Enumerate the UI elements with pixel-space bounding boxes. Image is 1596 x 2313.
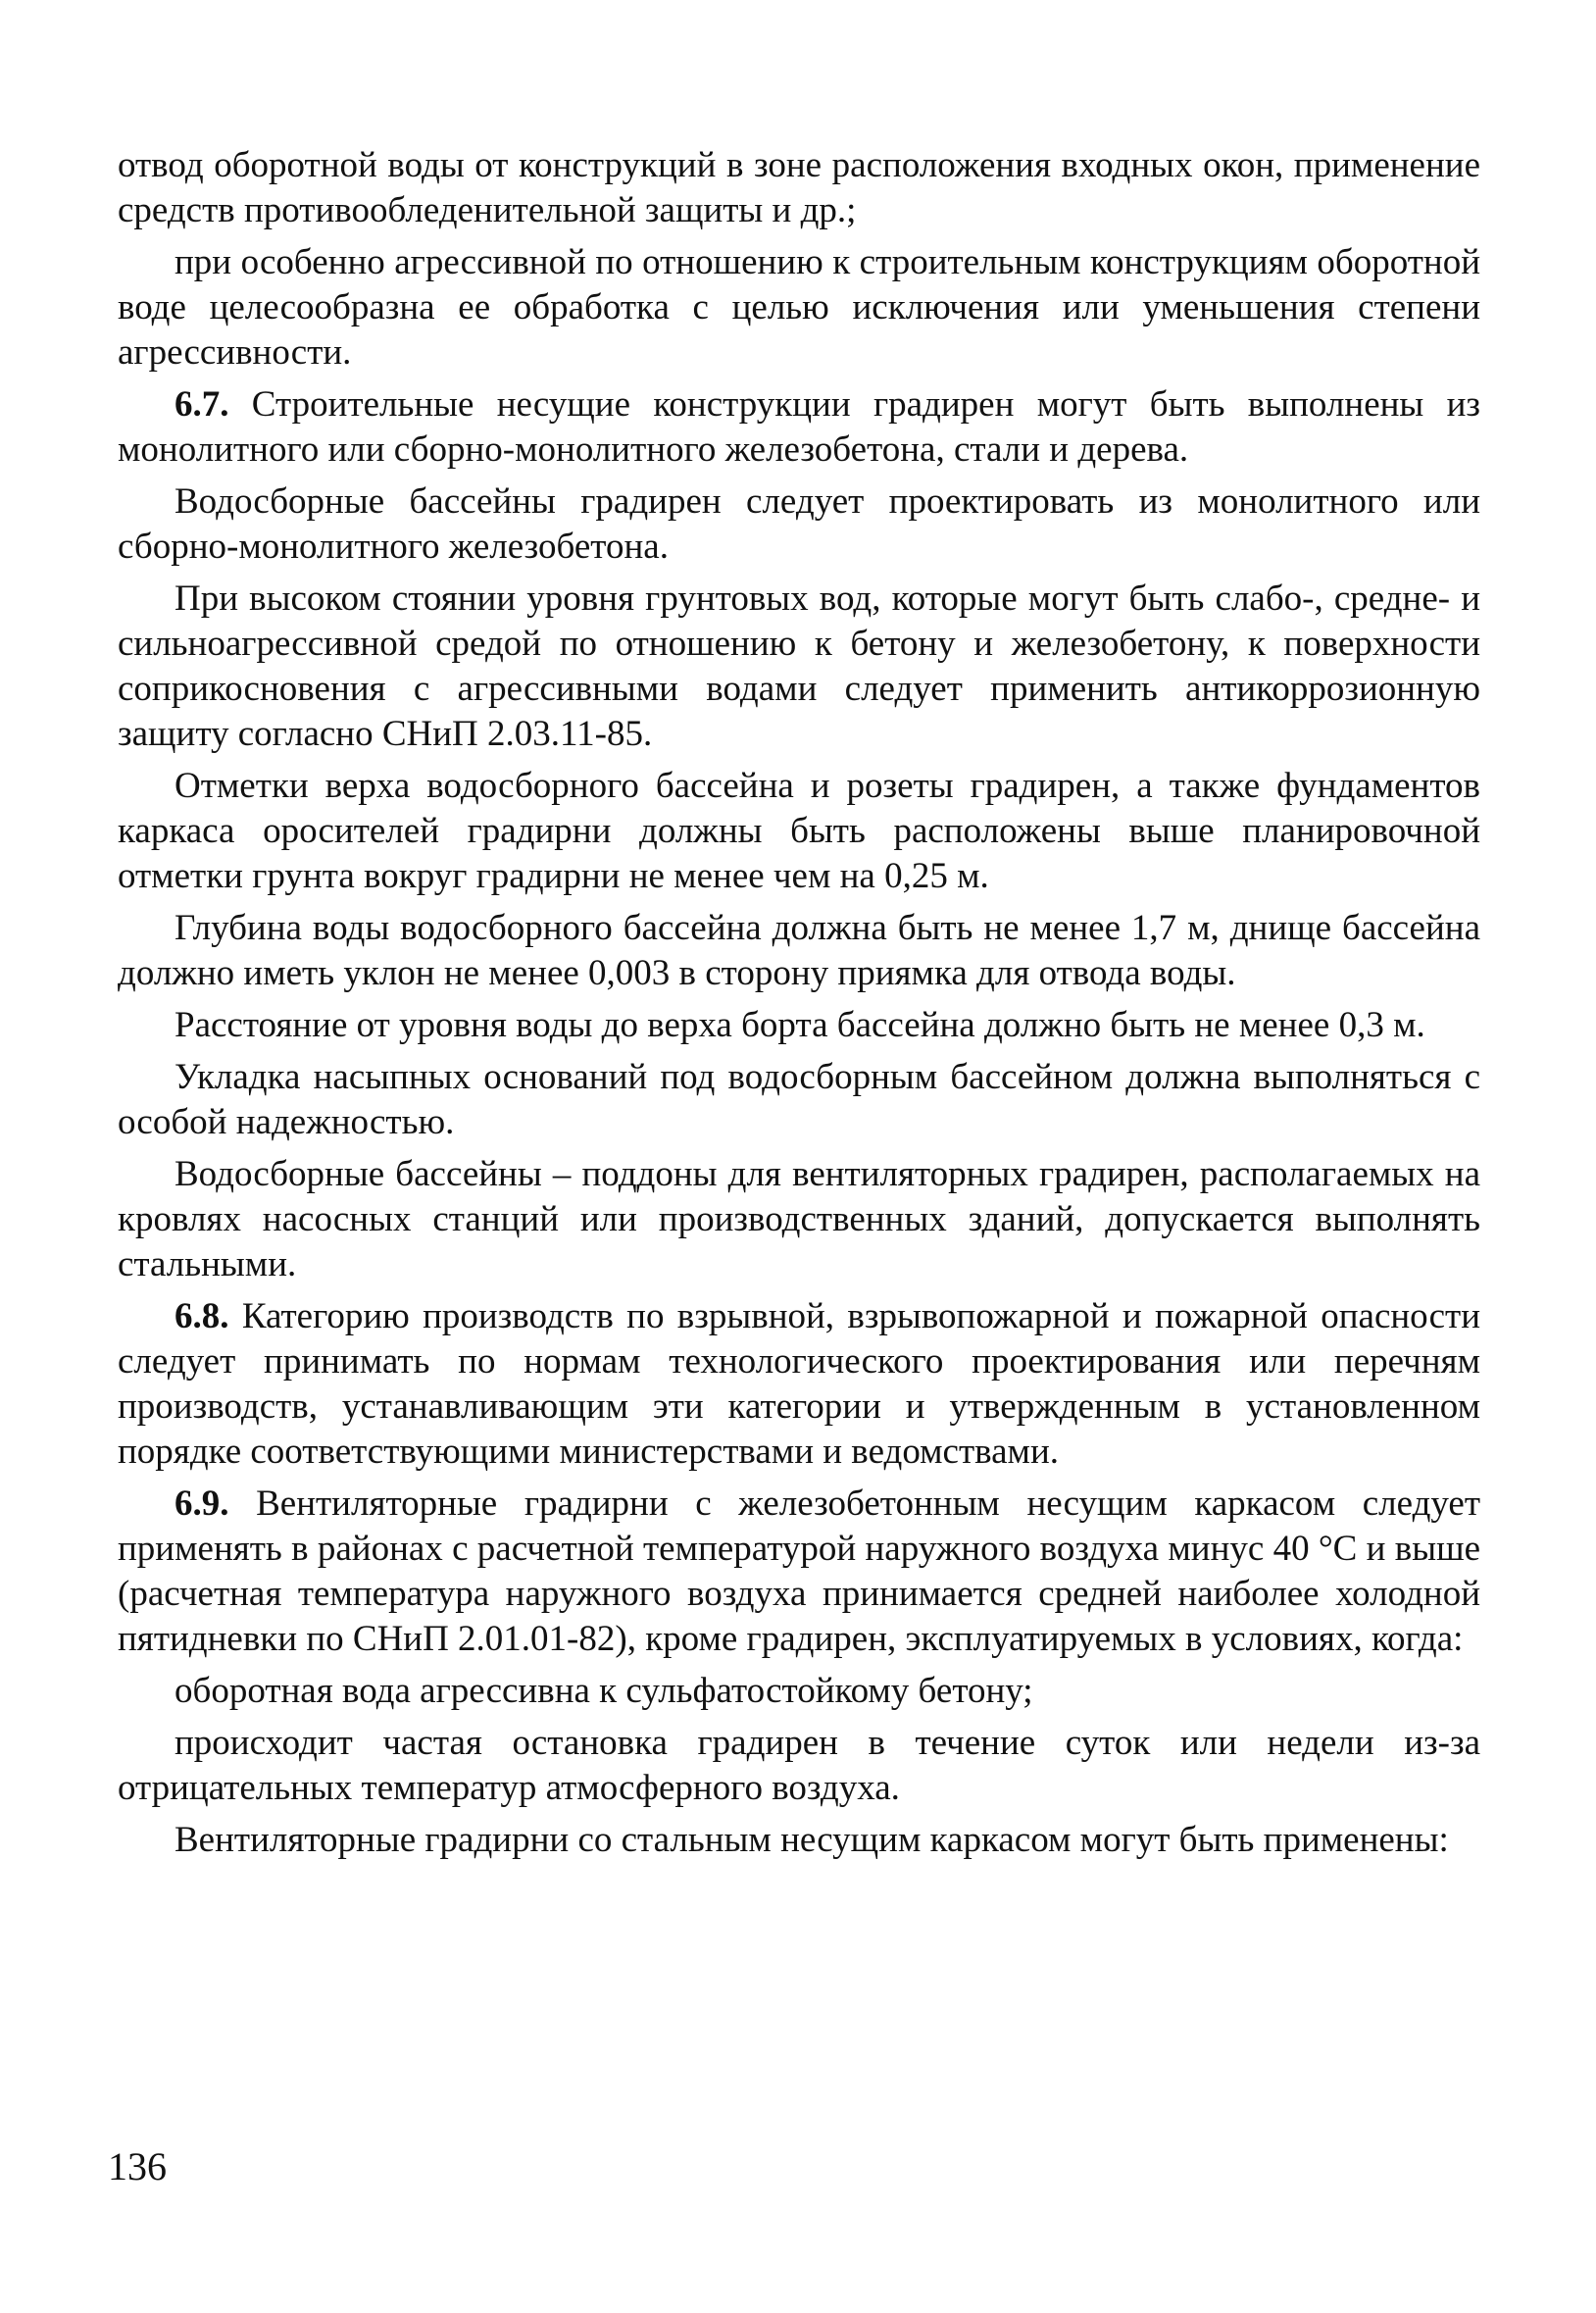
paragraph-6-9 <box>118 1482 1480 1662</box>
list-item <box>118 1721 1480 1811</box>
paragraph-text: оборотная вода агрессивна к сульфатостойкому бетону; <box>175 1671 1033 1711</box>
paragraph-6-7 <box>118 382 1480 473</box>
paragraph <box>118 906 1480 996</box>
paragraph-text: Водосборные бассейны – поддоны для вентиляторных градирен, располагаемых на кровлях насосных станций или производственных зданий, допускается выполнять стальными. <box>118 1154 1480 1284</box>
paragraph <box>118 577 1480 757</box>
list-item <box>118 1669 1480 1714</box>
paragraph <box>118 479 1480 570</box>
paragraph <box>118 1055 1480 1145</box>
paragraph-text: Глубина воды водосборного бассейна должна быть не менее 1,7 м, днище бассейна должно иметь уклон не менее 0,003 в сторону приямка для отвода воды. <box>118 908 1480 993</box>
paragraph <box>118 764 1480 899</box>
paragraph <box>118 240 1480 376</box>
paragraph-text: происходит частая остановка градирен в течение суток или недели из-за отрицательных температур атмосферного воздуха. <box>118 1723 1480 1808</box>
paragraph-text: Укладка насыпных оснований под водосборным бассейном должна выполняться с особой надежностью. <box>118 1057 1480 1142</box>
paragraph-text: Вентиляторные градирни с железобетонным несущим каркасом следует применять в районах с расчетной температурой наружного воздуха минус 40 °С и выше (расчетная температура наружного воздуха принимается средней наиболее холодной пятидневки по СНиП 2.01.01-82), кроме градирен, эксплуатируемых в условиях, когда: <box>118 1483 1480 1659</box>
paragraph-text: Расстояние от уровня воды до верха борта бассейна должно быть не менее 0,3 м. <box>175 1005 1425 1045</box>
page-number: 136 <box>108 2144 167 2188</box>
paragraph-text: Вентиляторные градирни со стальным несущим каркасом могут быть применены: <box>175 1820 1449 1860</box>
paragraph <box>118 1152 1480 1287</box>
paragraph <box>118 1818 1480 1863</box>
paragraph-text: отвод оборотной воды от конструкций в зоне расположения входных окон, применение средств противообледенительной защиты и др.; <box>118 145 1480 230</box>
paragraph-text: При высоком стоянии уровня грунтовых вод, которые могут быть слабо-, средне- и сильноагрессивной средой по отношению к бетону и железобетону, к поверхности соприкосновения с агрессивными водами следует применить антикоррозионную защиту согласно СНиП 2.03.11-85. <box>118 578 1480 754</box>
clause-number: 6.7. <box>175 384 229 425</box>
clause-number: 6.8. <box>175 1296 229 1336</box>
paragraph-text: при особенно агрессивной по отношению к строительным конструкциям оборотной воде целесообразна ее обработка с целью исключения или уменьшения степени агрессивности. <box>118 242 1480 373</box>
paragraph <box>118 1003 1480 1048</box>
paragraph-text: Строительные несущие конструкции градирен могут быть выполнены из монолитного или сборно-монолитного железобетона, стали и дерева. <box>118 384 1480 470</box>
paragraph-text: Водосборные бассейны градирен следует проектировать из монолитного или сборно-монолитного железобетона. <box>118 481 1480 567</box>
body-text <box>118 143 1480 1870</box>
paragraph-text: Отметки верха водосборного бассейна и розеты градирен, а также фундаментов каркаса оросителей градирни должны быть расположены выше планировочной отметки грунта вокруг градирни не менее чем на 0,25 м. <box>118 766 1480 896</box>
clause-number: 6.9. <box>175 1483 229 1524</box>
paragraph-6-8 <box>118 1294 1480 1475</box>
paragraph <box>118 143 1480 233</box>
paragraph-text: Категорию производств по взрывной, взрывопожарной и пожарной опасности следует принимать по нормам технологического проектирования или перечням производств, устанавливающим эти категории и утвержденным в установленном порядке соответствующими министерствами и ведомствами. <box>118 1296 1480 1472</box>
